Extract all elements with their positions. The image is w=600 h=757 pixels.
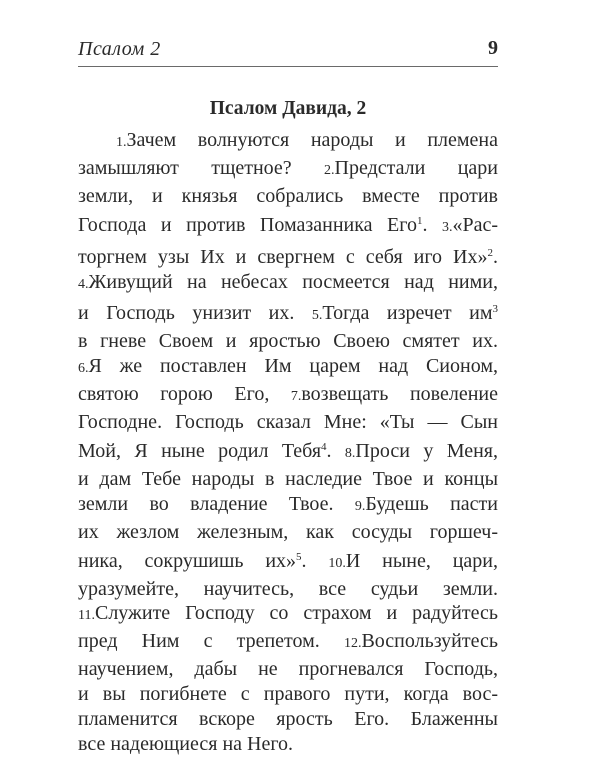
text-line	[78, 520, 498, 545]
verse-number: 12.	[343, 636, 362, 652]
verse-number: 10.	[328, 555, 346, 571]
footnote-marker: 4	[321, 440, 327, 453]
text-line	[78, 156, 498, 184]
text-line	[78, 467, 498, 492]
verse-text: их жезлом железным, как сосуды горшеч-	[78, 520, 498, 543]
text-line	[78, 354, 498, 382]
text-line	[78, 601, 498, 629]
verse-text: .	[422, 213, 442, 236]
verse-text: .	[493, 245, 498, 268]
verse-text: пламенится вскоре ярость Его. Блаженны	[78, 708, 498, 731]
page-number: 9	[488, 37, 498, 59]
verse-text: Мой, Я ныне родил Тебя	[78, 439, 322, 462]
verse-number: 7.	[290, 389, 302, 405]
verse-number: 1.	[116, 135, 127, 150]
verse-number: 3.	[441, 219, 453, 235]
verse-text: Тогда изречет им	[322, 302, 493, 325]
text-line	[78, 241, 498, 270]
footnote-marker: 5	[296, 550, 302, 563]
verse-text: научением, дабы не прогневался Господь,	[78, 658, 498, 681]
verse-text: Проси у Меня,	[355, 439, 498, 462]
text-line	[78, 732, 498, 757]
verse-text: святою горою Его,	[78, 383, 291, 406]
verse-text: Господне. Господь сказал Мне: «Ты — Сын	[78, 411, 498, 434]
verse-number: 4.	[78, 276, 89, 292]
verse-text: «Рас-	[452, 213, 498, 236]
verse-text: Предстали цари	[334, 156, 498, 179]
verse-text: и вы погибнете с правого пути, когда вос-	[78, 683, 498, 706]
verse-text: ника, сокрушишь их»	[78, 549, 297, 572]
psalm-title: Псалом Давида, 2	[209, 98, 367, 119]
text-line	[78, 184, 498, 209]
verse-text: и Господь унизит их.	[78, 302, 312, 325]
text-line	[78, 410, 498, 435]
text-line	[78, 382, 498, 410]
verse-text: Воспользуйтесь	[361, 630, 498, 653]
text-line	[78, 329, 498, 354]
psalm-text	[78, 128, 498, 757]
verse-text: Будешь пасти	[365, 492, 498, 515]
verse-number: 11.	[78, 608, 95, 624]
verse-number: 8.	[344, 445, 356, 461]
text-line	[78, 545, 498, 577]
text-line	[78, 707, 498, 732]
verse-text: торгнем узы Их и свергнем с себя иго Их»	[78, 245, 488, 268]
footnote-marker: 3	[492, 303, 498, 316]
text-line	[78, 209, 498, 241]
footnote-marker: 2	[487, 246, 493, 259]
verse-text: .	[301, 549, 329, 572]
verse-text: Господа и против Помазанника Его	[78, 213, 417, 236]
verse-text: земли во владение Твое.	[78, 492, 355, 515]
verse-text: и дам Тебе народы в наследие Твое и концы	[78, 467, 498, 490]
verse-text: .	[326, 439, 345, 462]
verse-number: 2.	[324, 162, 335, 178]
running-title: Псалом 2	[78, 38, 161, 60]
verse-text: уразумейте, научитесь, все судьи земли.	[78, 577, 498, 600]
verse-text: замышляют тщетное?	[78, 156, 325, 179]
verse-text: возвещать повеление	[301, 383, 498, 406]
verse-number: 9.	[354, 498, 366, 514]
verse-number: 5.	[311, 308, 323, 324]
verse-text: земли, и князья собрались вместе против	[78, 184, 498, 207]
text-line	[78, 128, 498, 156]
verse-text: Я же поставлен Им царем над Сионом,	[88, 355, 498, 378]
verse-text: Живущий на небесах посмеется над ними,	[88, 270, 498, 293]
text-line	[78, 629, 498, 657]
running-header	[78, 36, 498, 67]
verse-text: все надеющиеся на Него.	[78, 732, 294, 755]
text-line	[78, 492, 498, 520]
text-line	[78, 682, 498, 707]
verse-number: 6.	[78, 361, 89, 377]
verse-text: пред Ним с трепетом.	[78, 630, 344, 653]
verse-text: И ныне, цари,	[345, 549, 498, 572]
text-line	[78, 577, 498, 602]
verse-text: Зачем волнуются народы и племена	[126, 129, 498, 151]
text-line	[78, 297, 498, 329]
text-line	[78, 435, 498, 467]
text-line	[78, 270, 498, 298]
verse-text: Служите Господу со страхом и радуйтесь	[94, 602, 498, 625]
footnote-marker: 1	[416, 214, 423, 227]
text-line	[78, 657, 498, 682]
verse-text: в гневе Своем и яростью Своею смятет их.	[78, 330, 498, 353]
